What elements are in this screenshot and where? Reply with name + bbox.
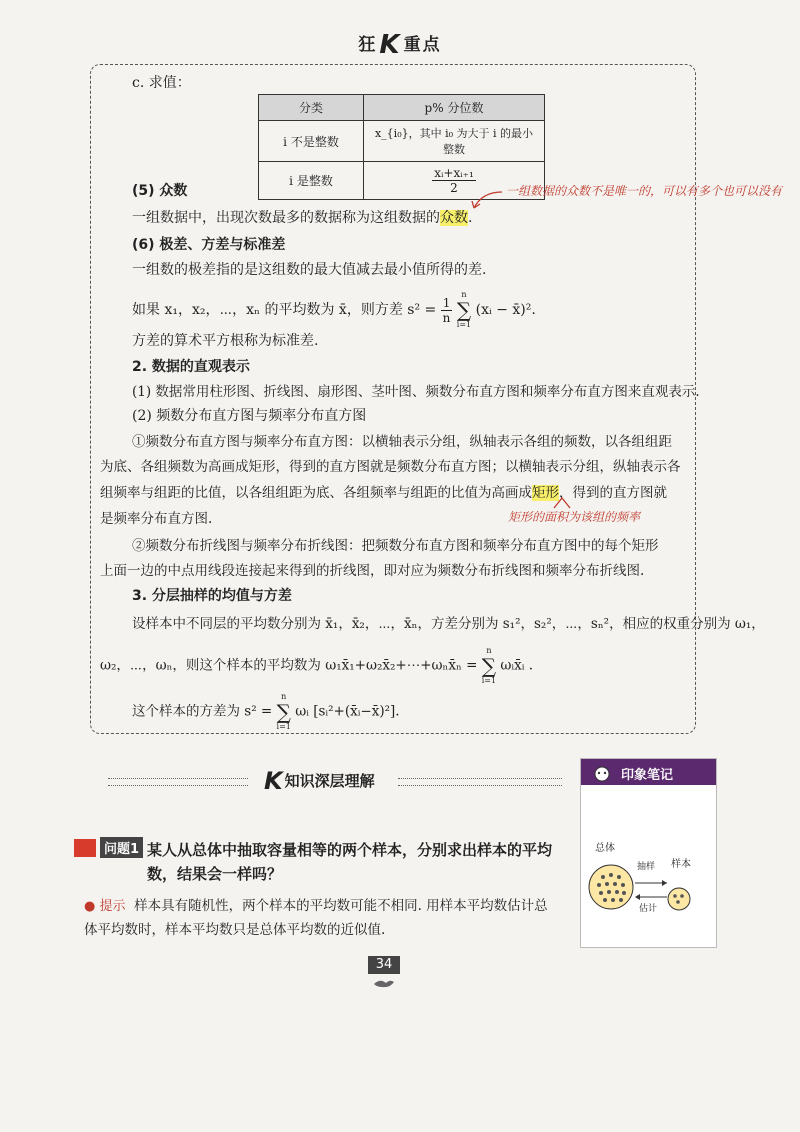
- section2-text1: (1) 数据常用柱形图、折线图、扇形图、茎叶图、频数分布直方图和频率分布直方图来直观表示.: [132, 384, 700, 400]
- table-header-row: [259, 95, 545, 121]
- section3-heading: 3. 分层抽样的均值与方差: [132, 588, 292, 604]
- sampling-label: 抽样: [637, 862, 656, 872]
- population-label: 总体: [595, 843, 615, 854]
- table-cell: i 不是整数: [259, 121, 364, 162]
- page-number: 34: [368, 956, 400, 974]
- section-title: K知识深层理解: [258, 767, 381, 795]
- mode-definition: 一组数据中，出现次数最多的数据称为这组数据的众数.: [132, 210, 473, 226]
- notes-header: [581, 759, 716, 785]
- percentile-table: [258, 94, 545, 200]
- c-label: c. 求值：: [132, 75, 191, 91]
- section2-para1-line: 是频率分布直方图.: [100, 511, 213, 527]
- hint-line: 体平均数时，样本平均数只是总体平均数的近似值.: [84, 922, 386, 938]
- section2-para2-line: 上面一边的中点用线段连接起来得到的折线图，即对应为频数分布折线图和频率分布折线图.: [100, 563, 645, 579]
- highlight-mode: 众数: [440, 210, 468, 226]
- section3-line2: ω₂，⋯，ωₙ，则这个样本的平均数为 ω₁x̄₁+ω₂x̄₂+⋯+ωₙx̄ₙ = n ∑ i=1 ωᵢx̄ᵢ .: [100, 646, 534, 685]
- sample-label: 样本: [671, 859, 691, 870]
- section2-para1-line: ①频数分布直方图与频率分布直方图：以横轴表示分组，纵轴表示各组的频数，以各组组距: [132, 434, 672, 450]
- variance-formula: 如果 x₁，x₂，⋯，xₙ 的平均数为 x̄，则方差 s² = $\frac{1}{n}$ n ∑ i=1 (xᵢ − x̄)².: [132, 290, 536, 329]
- section2-heading: 2. 数据的直观表示: [132, 359, 250, 375]
- table-header: 分类: [259, 95, 364, 121]
- impression-notes-panel: [580, 758, 717, 948]
- section2-para2-line: ②频数分布折线图与频率分布折线图：把频数分布直方图和频率分布直方图中的每个矩形: [132, 538, 659, 554]
- bird-icon: [372, 976, 396, 990]
- estimate-label: 估计: [639, 904, 658, 914]
- hint-line: ● 提示 样本具有随机性，两个样本的平均数可能不相同. 用样本平均数估计总: [84, 898, 548, 914]
- section3-line1: 设样本中不同层的平均数分别为 x̄₁，x̄₂，⋯，x̄ₙ，方差分别为 s₁²，s₂²，⋯，sₙ²，相应的权重分别为 ω₁，: [132, 616, 765, 632]
- mode-heading: (5) 众数: [132, 183, 188, 199]
- question-badge: 问题1: [74, 837, 143, 857]
- mode-handwritten-note: 一组数据的众数不是唯一的，可以有多个也可以没有: [506, 184, 783, 198]
- range-text: 一组数的极差指的是这组数的最大值减去最小值所得的差.: [132, 262, 487, 278]
- table-cell: x_{i₀}，其中 i₀ 为大于 i 的最小整数: [364, 121, 545, 162]
- highlight-rectangle: 矩形: [532, 485, 559, 501]
- page-header-title: 狂K 重点: [358, 30, 442, 60]
- cartoon-icon: [587, 762, 617, 782]
- section3-line3: 这个样本的方差为 s² = n ∑ i=1 ωᵢ [sᵢ²+(x̄ᵢ−x̄)²].: [132, 692, 400, 731]
- table-row: [259, 121, 545, 162]
- hint-label: ● 提示: [84, 899, 126, 914]
- std-text: 方差的算术平方根称为标准差.: [132, 333, 319, 349]
- table-cell: $\frac{\text{xᵢ+xᵢ₊₁}}{2}$: [364, 162, 545, 200]
- table-cell: i 是整数: [259, 162, 364, 200]
- question-text: 某人从总体中抽取容量相等的两个样本，分别求出样本的平均数，结果会一样吗？: [147, 841, 553, 883]
- range-heading: (6) 极差、方差与标准差: [132, 237, 286, 253]
- annotation-arrow-icon: [468, 188, 508, 212]
- section2-para1-line: 为底、各组频数为高画成矩形，得到的直方图就是频数分布直方图；以横轴表示分组，纵轴表示各: [100, 459, 681, 475]
- rectangle-handwritten-note: 矩形的面积为该组的频率: [508, 510, 641, 524]
- section2-sub2: (2) 频数分布直方图与频率分布直方图: [132, 408, 367, 424]
- book-icon: [74, 839, 96, 857]
- section2-para1-line: 组频率与组距的比值，以各组组距为底、各组频率与组距的比值为高画成矩形，得到的直方图就: [100, 485, 667, 501]
- notes-title: 印象笔记: [621, 768, 674, 783]
- table-header: p% 分位数: [364, 95, 545, 121]
